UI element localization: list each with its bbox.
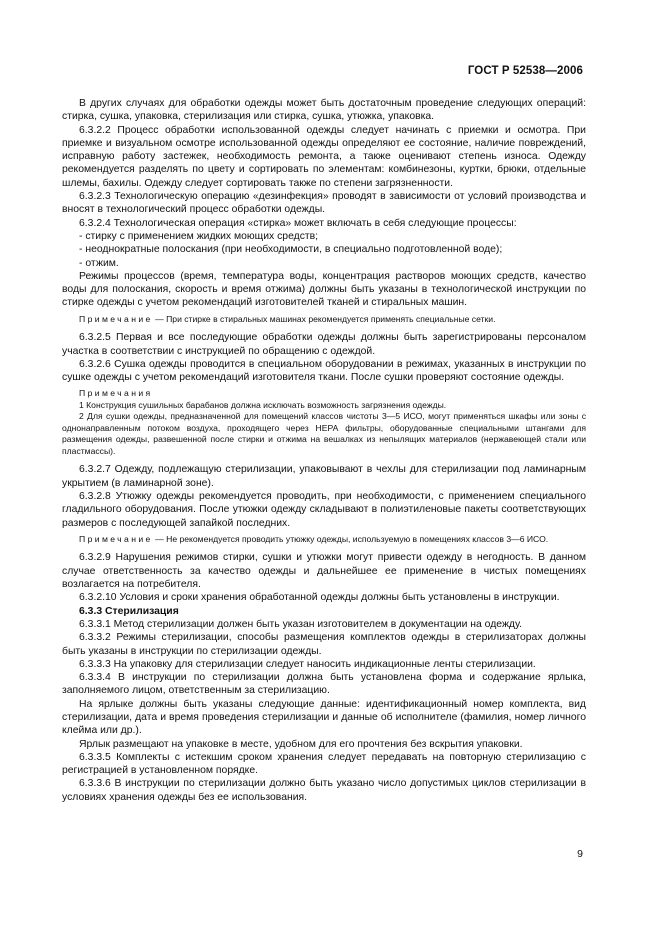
paragraph: 6.3.2.9 Нарушения режимов стирки, сушки и утюжки могут привести одежду в негодность. В данном случае ответственность за качество одежды и дальнейшее ее применение в чистых помещениях возлагается на потребителя. <box>62 552 586 591</box>
note-item: 1 Конструкция сушильных барабанов должна исключать возможность загрязнения одежды. <box>79 399 447 410</box>
list-item: - отжим. <box>79 257 119 269</box>
section-number: 6.3.3 <box>79 605 103 617</box>
paragraph: 6.3.2.2 Процесс обработки использованной одежды следует начинать с приемки и осмотра. При приемке и визуальном осмотре использованной одежды определяют ее состояние, наличие повреждений, исправную работу застежек, необходимость ремонта, а также оценивают степень износа. Одежду рекомендуется разделять по цвету и сортировать по элементам: комбинезоны, куртки, брюки, отдельные шлемы, бахилы. Одежду следует сортировать также по степени загрязненности. <box>62 124 586 189</box>
note-text: — При стирке в стиральных машинах рекомендуется применять специальные сетки. <box>152 313 496 324</box>
note-washing <box>62 314 586 326</box>
note-ironing <box>62 534 586 546</box>
paragraph: В других случаях для обработки одежды может быть достаточным проведение следующих операций: стирка, сушка, упаковка, стерилизация или стирка, сушка, утюжка, упаковка. <box>62 98 586 123</box>
paragraph: 6.3.3.6 В инструкции по стерилизации должно быть указано число допустимых циклов стерилизации в условиях хранения одежды без ее использования. <box>62 778 586 803</box>
paragraph: Режимы процессов (время, температура воды, концентрация растворов моющих средств, качество воды для полоскания, скорость и время отжима) должны быть указаны в технологической инструкции по стирке одежды с учетом рекомендаций изготовителей тканей и стиральных машин. <box>62 270 586 309</box>
document-id-header: ГОСТ Р 52538—2006 <box>467 65 583 77</box>
paragraph: 6.3.3.1 Метод стерилизации должен быть указан изготовителем в документации на одежду. <box>79 618 522 630</box>
section-heading <box>62 605 586 618</box>
paragraph: 6.3.3.3 На упаковку для стерилизации следует наносить индикационные ленты стерилизации. <box>79 658 536 670</box>
note-item: 2 Для сушки одежды, предназначенной для помещений классов чистоты 3—5 ИСО, могут применяться шкафы или зоны с однонаправленным потоком воздуха, проходящего через НЕРА фильтры, оборудованные специальными штангами для размещения одежды, развешенной после стирки и отжима на вешалках из непылящих материалов (нержавеющей стали или пластмассы). <box>62 411 586 456</box>
paragraph: На ярлыке должны быть указаны следующие данные: идентификационный номер комплекта, вид стерилизации, дата и время проведения стерилизации и данные об исполнителе (фамилия, номер личного клейма или др.). <box>62 698 586 737</box>
paragraph: 6.3.2.3 Технологическую операцию «дезинфекция» проводят в зависимости от условий производства и вносят в технологический процесс обработки одежды. <box>62 191 586 216</box>
paragraph: 6.3.2.4 Технологическая операция «стирка» может включать в себя следующие процессы: <box>79 217 517 229</box>
paragraph: 6.3.3.5 Комплекты с истекшим сроком хранения следует передавать на повторную стерилизацию с регистрацией в установленном порядке. <box>62 751 586 777</box>
paragraph: 6.3.3.2 Режимы стерилизации, способы размещения комплектов одежды в стерилизаторах должны быть указаны в инструкции по стерилизации одежды. <box>62 632 586 657</box>
notes-drying <box>62 388 586 457</box>
paragraph: Ярлык размещают на упаковке в месте, удобном для его прочтения без вскрытия упаковки. <box>79 738 523 750</box>
note-label: Примечание <box>79 313 153 324</box>
paragraph: 6.3.2.6 Сушка одежды проводится в специальном оборудовании в режимах, указанных в инструкции по сушке одежды с учетом рекомендаций изготовителя ткани. После сушки проверяют состояние одежды. <box>62 358 586 384</box>
notes-title: Примечания <box>79 388 153 399</box>
page-number: 9 <box>577 848 583 860</box>
page-body <box>62 97 586 804</box>
list-item: - неоднократные полоскания (при необходимости, в специально подготовленной воде); <box>79 244 503 256</box>
paragraph: 6.3.2.5 Первая и все последующие обработки одежды должны быть зарегистрированы персоналом участка в соответствии с инструкцией по обращению с одеждой. <box>62 332 586 357</box>
paragraph: 6.3.3.4 В инструкции по стерилизации должна быть установлена форма и содержание ярлыка, заполняемого лицом, ответственным за стерилизацию. <box>62 672 586 697</box>
list-item: - стирку с применением жидких моющих средств; <box>79 230 319 242</box>
paragraph: 6.3.2.7 Одежду, подлежащую стерилизации, упаковывают в чехлы для стерилизации под ламинарным укрытием (в ламинарной зоне). <box>62 464 586 489</box>
note-text: — Не рекомендуется проводить утюжку одежды, используемую в помещениях классов 3—6 ИСО. <box>152 533 549 544</box>
note-label: Примечание <box>79 533 153 544</box>
paragraph: 6.3.2.10 Условия и сроки хранения обработанной одежды должны быть установлены в инструкции. <box>79 592 560 604</box>
paragraph: 6.3.2.8 Утюжку одежды рекомендуется проводить, при необходимости, с применением специального гладильного оборудования. После утюжки одежду складывают в полиэтиленовые пакеты соответствующих размеров с последующей запайкой последних. <box>62 491 586 529</box>
section-title: Стерилизация <box>105 605 179 617</box>
